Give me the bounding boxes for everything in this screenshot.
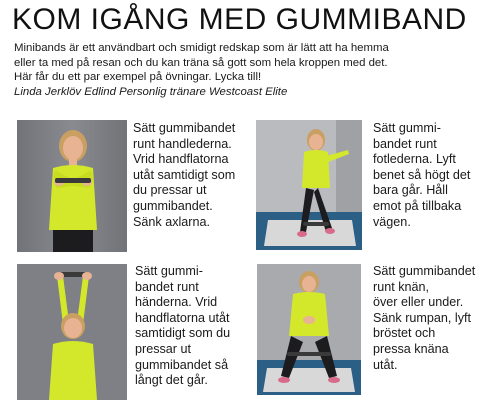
exercise-caption-ankles <box>373 121 470 230</box>
caption-line: pressar ut <box>135 341 191 356</box>
caption-line: du pressar ut <box>133 183 207 198</box>
page-title: KOM IGÅNG MED GUMMIBAND <box>12 3 467 36</box>
caption-line: gummibandet. <box>133 198 213 213</box>
caption-line: fotlederna. Lyft <box>373 152 456 167</box>
caption-line: handflatorna utåt <box>135 310 230 325</box>
caption-line: runt knän, <box>373 279 430 294</box>
photo-knees-illustration <box>257 264 361 395</box>
caption-line: långt det går. <box>135 373 208 388</box>
caption-line: bara går. Håll <box>373 183 448 198</box>
caption-line: utåt. <box>373 357 398 372</box>
caption-line: Sätt gummibandet <box>133 121 236 135</box>
caption-line: Sätt gummi- <box>373 121 441 135</box>
caption-line: samtidigt som du <box>135 326 231 341</box>
exercise-photo-ankles <box>256 120 362 250</box>
photo-ankles-illustration <box>256 120 362 250</box>
intro-line: eller ta med på resan och du kan träna så gott som hela kroppen med det. <box>14 56 388 69</box>
caption-line: Vrid handflatorna <box>133 152 229 167</box>
caption-line: Sätt gummi- <box>135 264 203 278</box>
exercise-caption-knees <box>373 264 475 373</box>
caption-line: Sänk rumpan, lyft <box>373 310 471 325</box>
exercise-photo-knees <box>257 264 361 395</box>
caption-line: runt handlederna. <box>133 136 232 151</box>
exercise-caption-wrists <box>133 121 235 230</box>
photo-hands-illustration <box>17 264 127 400</box>
intro-text <box>14 41 479 99</box>
caption-line: Sätt gummibandet <box>373 264 476 278</box>
photo-wrists-illustration <box>17 120 127 252</box>
intro-line: Minibands är ett användbart och smidigt redskap som är lätt att ha hemma <box>14 42 389 54</box>
exercise-photo-wrists <box>17 120 127 252</box>
intro-line: Här får du ett par exempel på övningar. Lycka till! <box>14 71 262 84</box>
caption-line: emot på tillbaka <box>373 198 462 213</box>
caption-line: bandet runt <box>135 279 199 294</box>
caption-line: gummibandet så <box>135 357 229 372</box>
caption-line: utåt samtidigt som <box>133 167 236 182</box>
caption-line: pressa knäna <box>373 341 449 356</box>
caption-line: bandet runt <box>373 136 437 151</box>
caption-line: Sänk axlarna. <box>133 214 211 229</box>
caption-line: över eller under. <box>373 295 464 310</box>
exercise-caption-hands <box>135 264 230 389</box>
caption-line: vägen. <box>373 214 411 229</box>
caption-line: händerna. Vrid <box>135 295 218 310</box>
caption-line: benet så högt det <box>373 167 471 182</box>
caption-line: bröstet och <box>373 326 436 341</box>
intro-author: Linda Jerklöv Edlind Personlig tränare Westcoast Elite <box>14 85 288 98</box>
exercise-photo-hands <box>17 264 127 400</box>
